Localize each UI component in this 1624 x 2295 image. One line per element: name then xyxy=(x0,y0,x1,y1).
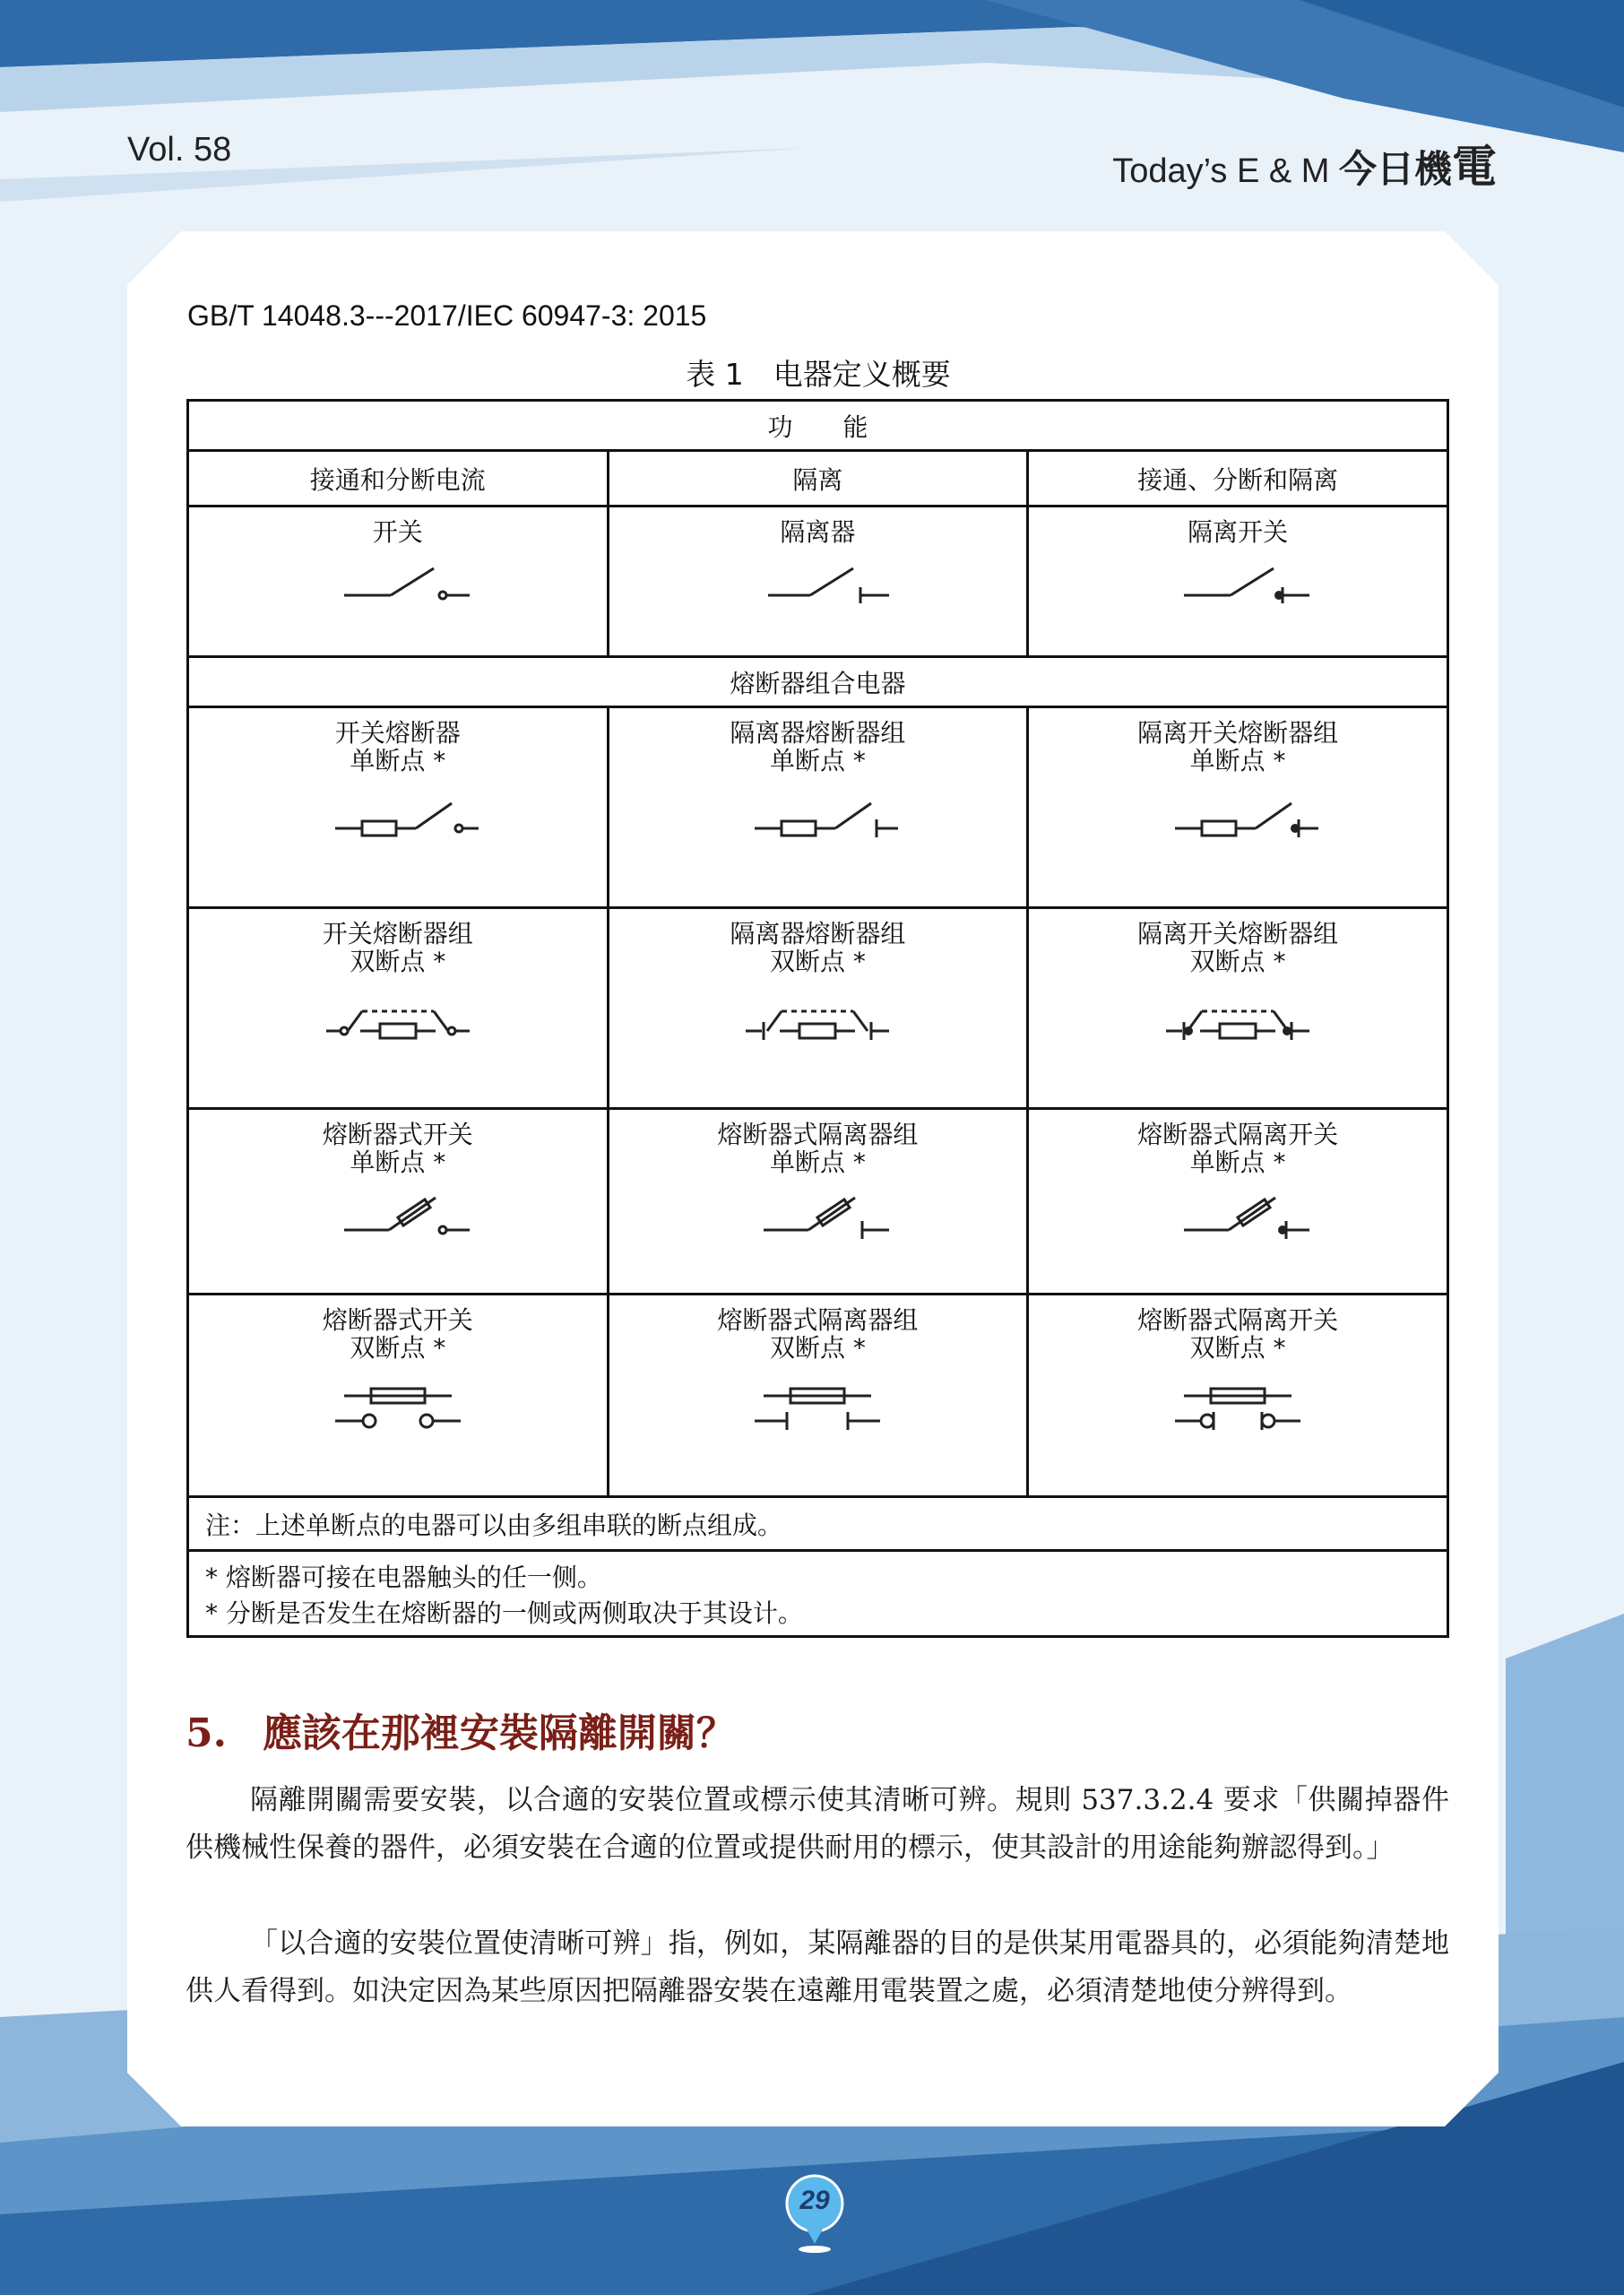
fuse-switch-disconnector-double-symbol-icon xyxy=(1148,1371,1327,1442)
cell-fuse-switch-disconnector-single xyxy=(1028,1109,1448,1295)
fuse-switch-symbol-icon xyxy=(308,1185,488,1248)
cell-fuse-disconnector-single xyxy=(608,1109,1028,1295)
magazine-title-cn-emphasis: 電 xyxy=(1452,141,1497,193)
column-header-isolation: 隔离 xyxy=(608,451,1028,507)
cell-title-line2: 单断点 * xyxy=(350,1148,446,1177)
switch-fuse-double-symbol-icon xyxy=(308,984,488,1056)
fuse-disconnector-symbol-icon xyxy=(728,1185,907,1248)
device-definition-table xyxy=(186,399,1449,1638)
volume-label: Vol. 58 xyxy=(127,131,232,169)
cell-title-line1: 熔断器式开关 xyxy=(322,1120,473,1149)
cell-disconnector xyxy=(608,507,1028,657)
cell-title-line1: 熔断器式隔离开关 xyxy=(1137,1305,1339,1335)
switch-disconnector-symbol-icon xyxy=(1148,555,1327,618)
table-footnotes xyxy=(188,1551,1448,1637)
column-header-make-break-isolate: 接通、分断和隔离 xyxy=(1028,451,1448,507)
cell-title-line1: 隔离开关熔断器组 xyxy=(1137,919,1339,948)
cell-title-line1: 隔离器熔断器组 xyxy=(730,718,906,748)
magazine-title xyxy=(1112,131,1497,195)
cell-title: 开关 xyxy=(372,517,423,547)
cell-title-line1: 隔离开关熔断器组 xyxy=(1137,718,1339,748)
cell-title-line1: 熔断器式隔离器组 xyxy=(717,1305,919,1335)
cell-switch-disconnector-fuse-single xyxy=(1028,707,1448,908)
table-note: 注：上述单断点的电器可以由多组串联的断点组成。 xyxy=(188,1497,1448,1551)
section-title: 應該在那裡安裝隔離開關？ xyxy=(262,1710,736,1756)
cell-title-line1: 熔断器式开关 xyxy=(322,1305,473,1335)
cell-title-line1: 熔断器式隔离器组 xyxy=(717,1120,919,1149)
function-header: 功 能 xyxy=(188,401,1448,451)
cell-switch-fuse-single xyxy=(188,707,609,908)
cell-title-line2: 单断点 * xyxy=(350,746,446,775)
section-heading xyxy=(186,1701,736,1758)
standard-reference: GB/T 14048.3---2017/IEC 60947-3: 2015 xyxy=(187,299,707,332)
switch-fuse-symbol-icon xyxy=(308,784,488,855)
fuse-combination-header: 熔断器组合电器 xyxy=(188,657,1448,707)
column-header-make-break: 接通和分断电流 xyxy=(188,451,609,507)
fuse-disconnector-double-symbol-icon xyxy=(728,1371,907,1442)
switch-disconnector-fuse-double-symbol-icon xyxy=(1148,984,1327,1056)
cell-switch-disconnector xyxy=(1028,507,1448,657)
magazine-title-cn: 今日機 xyxy=(1338,147,1452,191)
cell-title-line2: 双断点 * xyxy=(350,1333,446,1363)
cell-title-line2: 双断点 * xyxy=(1189,1333,1286,1363)
disconnector-fuse-double-symbol-icon xyxy=(728,984,907,1056)
page-number: 29 xyxy=(799,2186,830,2215)
cell-switch-fuse-double xyxy=(188,908,609,1109)
cell-title-line2: 双断点 * xyxy=(1189,947,1286,976)
disconnector-symbol-icon xyxy=(728,555,907,618)
cell-fuse-disconnector-double xyxy=(608,1295,1028,1497)
cell-title-line2: 单断点 * xyxy=(1189,746,1286,775)
cell-disconnector-fuse-single xyxy=(608,707,1028,908)
fuse-switch-disconnector-symbol-icon xyxy=(1148,1185,1327,1248)
cell-switch xyxy=(188,507,609,657)
switch-symbol-icon xyxy=(308,555,488,618)
paragraph-2: 「以合適的安裝位置使清晰可辨」指，例如，某隔離器的目的是供某用電器具的，必須能夠清楚地供人看得到。如決定因為某些原因把隔離器安裝在遠離用電裝置之處，必須清楚地使分辨得到。 xyxy=(186,1927,1449,2007)
fuse-switch-double-symbol-icon xyxy=(308,1371,488,1442)
cell-title-line2: 双断点 * xyxy=(769,947,866,976)
cell-title-line2: 单断点 * xyxy=(1189,1148,1286,1177)
magazine-title-en: Today’s E & M xyxy=(1112,152,1330,190)
section-number: 5. xyxy=(186,1710,227,1756)
cell-title-line1: 熔断器式隔离开关 xyxy=(1137,1120,1339,1149)
cell-title-line1: 隔离器熔断器组 xyxy=(730,919,906,948)
cell-title-line2: 双断点 * xyxy=(350,947,446,976)
footnote-1: * 熔断器可接在电器触头的任一侧。 xyxy=(205,1562,602,1592)
cell-title-line2: 双断点 * xyxy=(769,1333,866,1363)
disconnector-fuse-symbol-icon xyxy=(728,784,907,855)
cell-title-line2: 单断点 * xyxy=(769,746,866,775)
table-caption: 表 1 电器定义概要 xyxy=(686,357,951,392)
cell-title-line1: 开关熔断器 xyxy=(334,718,461,748)
cell-title: 隔离器 xyxy=(780,517,856,547)
footnote-2: * 分断是否发生在熔断器的一侧或两侧取决于其设计。 xyxy=(205,1598,803,1628)
switch-disconnector-fuse-symbol-icon xyxy=(1148,784,1327,855)
cell-title-line1: 开关熔断器组 xyxy=(322,919,473,948)
cell-title: 隔离开关 xyxy=(1188,517,1289,547)
cell-switch-disconnector-fuse-double xyxy=(1028,908,1448,1109)
paragraph-1: 隔離開關需要安裝，以合適的安裝位置或標示使其清晰可辨。規則 537.3.2.4 要求「供關掉器件供機械性保養的器件，必須安裝在合適的位置或提供耐用的標示，使其設計的用途能夠辦認得到。」 xyxy=(186,1784,1449,1864)
cell-disconnector-fuse-double xyxy=(608,908,1028,1109)
cell-fuse-switch-disconnector-double xyxy=(1028,1295,1448,1497)
cell-fuse-switch-single xyxy=(188,1109,609,1295)
cell-fuse-switch-double xyxy=(188,1295,609,1497)
cell-title-line2: 单断点 * xyxy=(769,1148,866,1177)
